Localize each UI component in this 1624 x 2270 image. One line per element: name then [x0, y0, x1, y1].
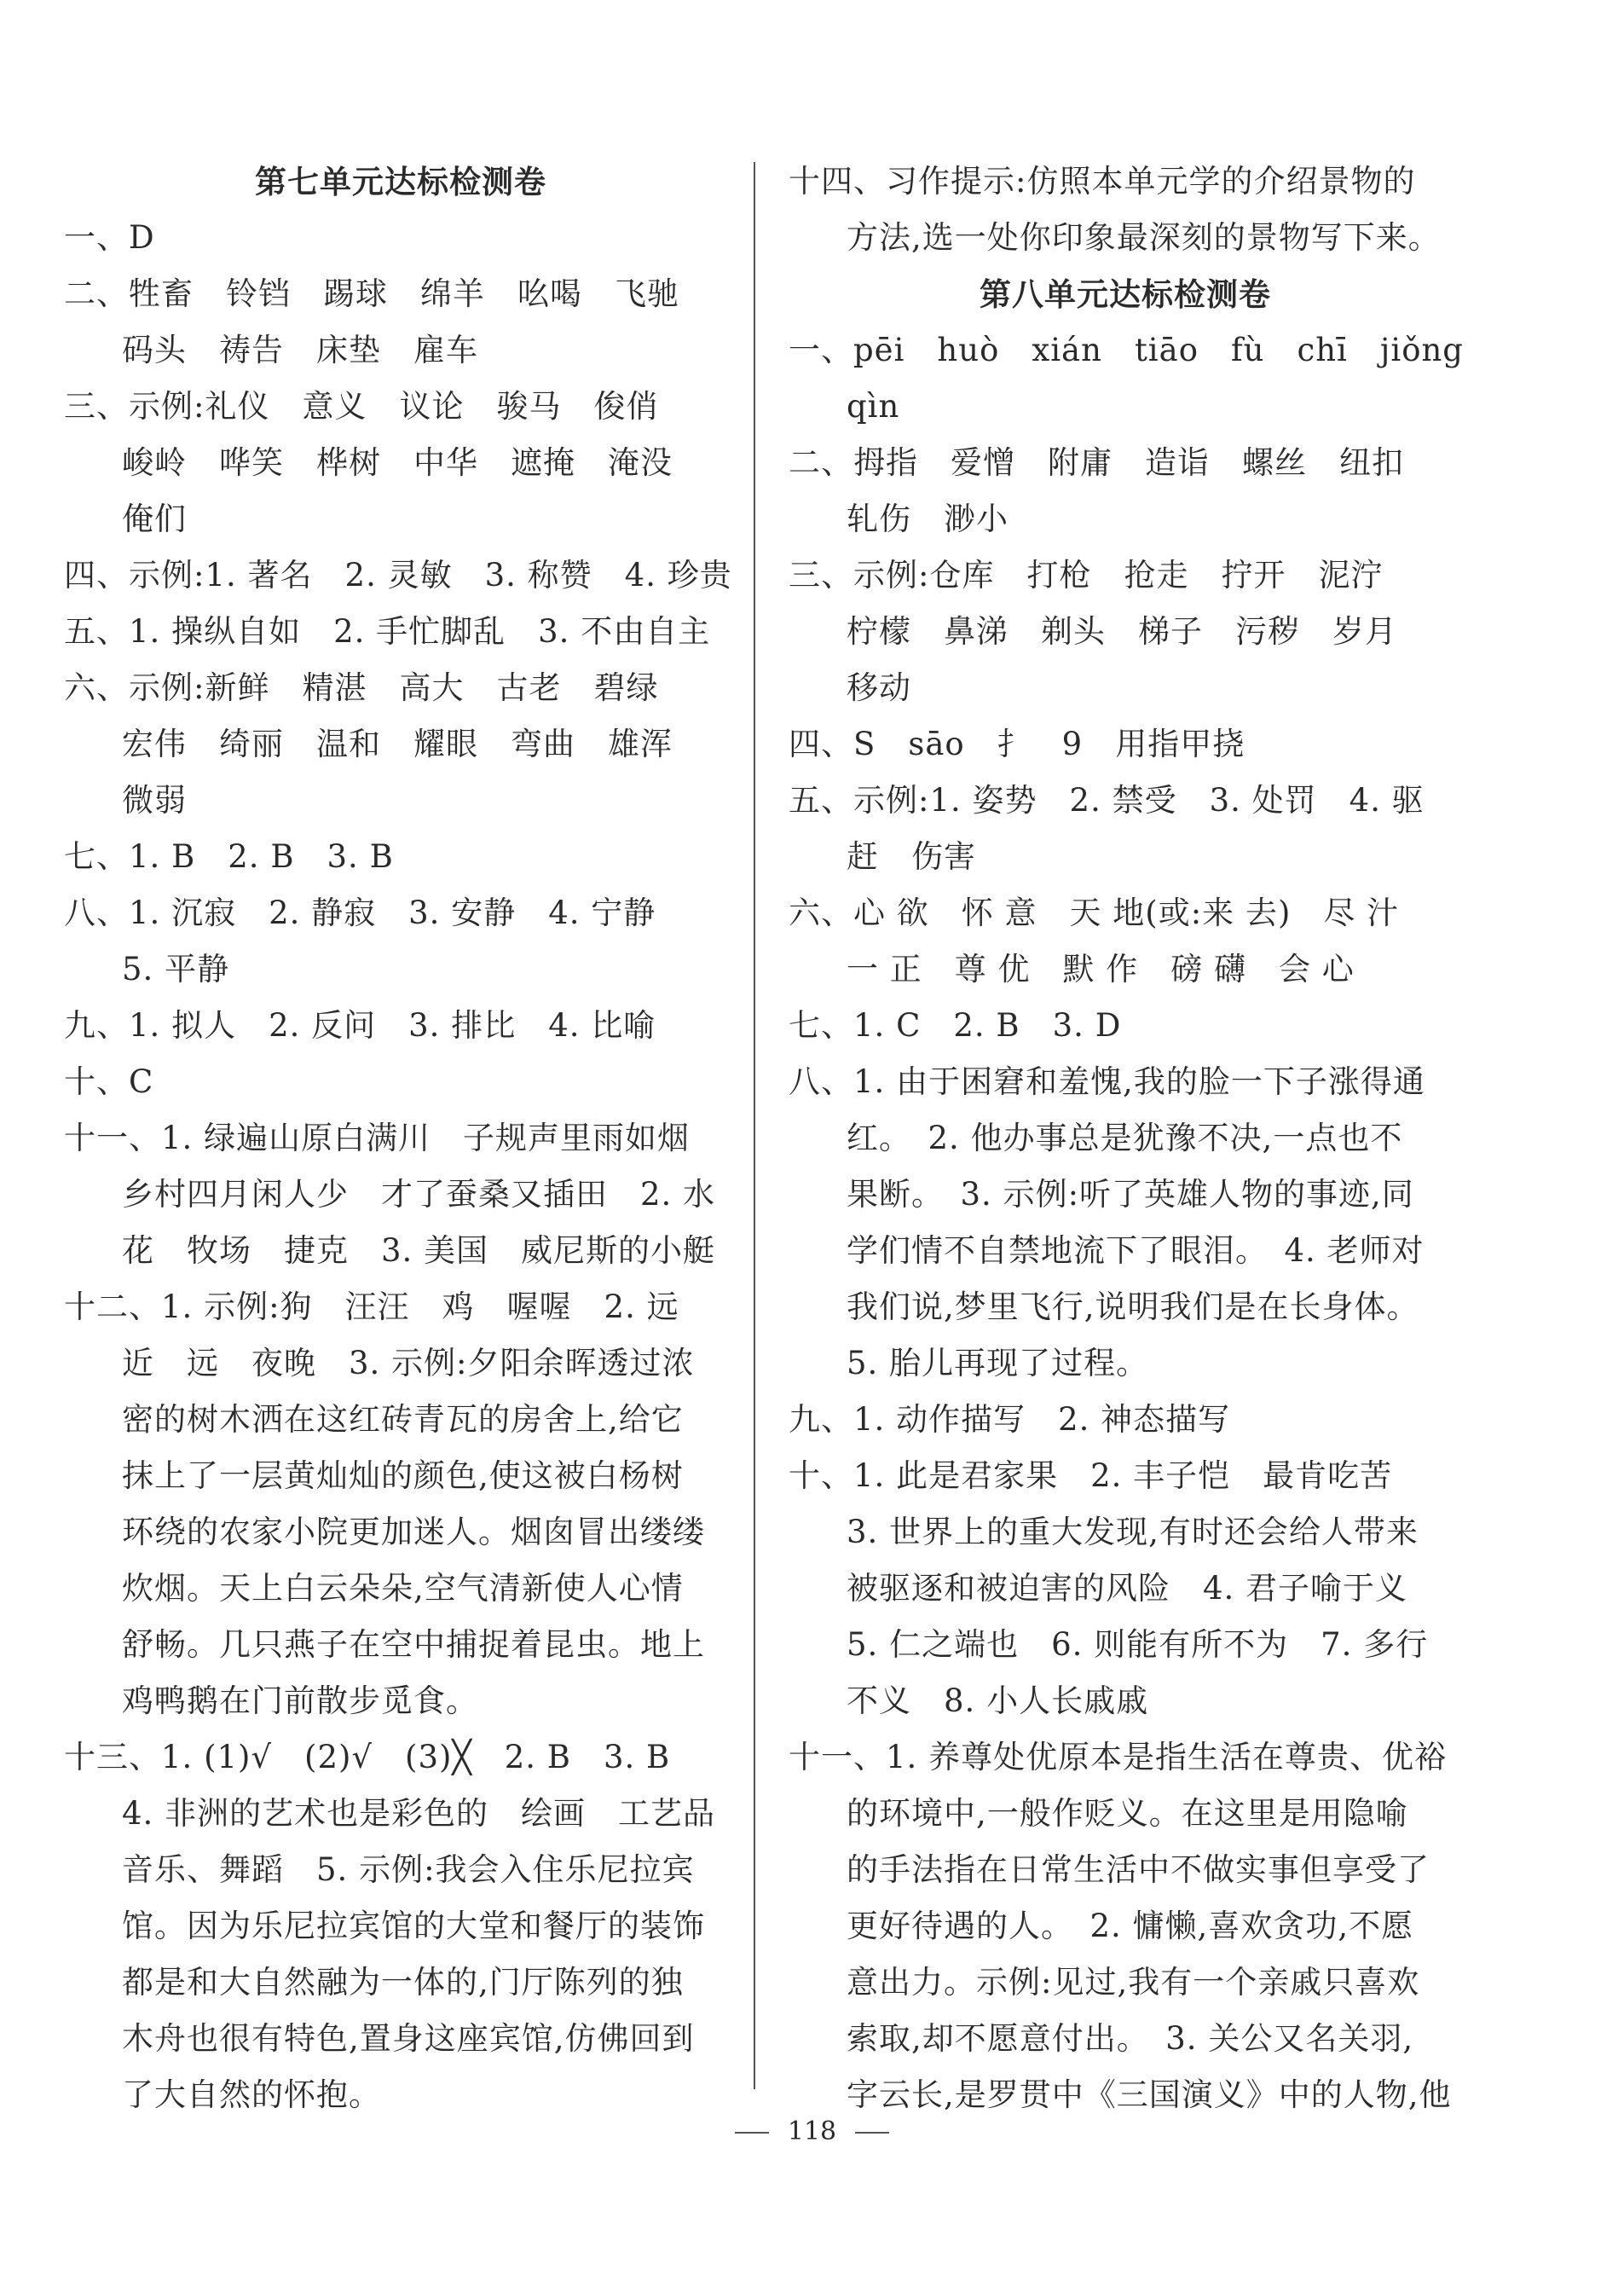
- answer-line: 5. 平静: [122, 951, 230, 987]
- footer-dash-left: [735, 2132, 769, 2134]
- answer-line: 的环境中,一般作贬义。在这里是用隐喻: [847, 1795, 1408, 1832]
- answer-line: 了大自然的怀抱。: [122, 2076, 381, 2113]
- unit7-continued-answers: [789, 153, 1462, 266]
- answer-line: 俺们: [122, 501, 187, 537]
- answer-line: 二、牲畜 铃铛 踢球 绵羊 吆喝 飞驰: [64, 275, 679, 312]
- answer-line: 舒畅。几只燕子在空中捕捉着昆虫。地上: [122, 1626, 705, 1663]
- answer-line: 轧伤 渺小: [847, 501, 1008, 537]
- answer-line: 一、D: [64, 219, 155, 256]
- answer-line: 果断。 3. 示例:听了英雄人物的事迹,同: [847, 1176, 1414, 1213]
- column-divider: [754, 162, 755, 2089]
- answer-line: 九、1. 拟人 2. 反问 3. 排比 4. 比喻: [64, 1007, 656, 1044]
- answer-line: 一、pēi huò xián tiāo fù chī jiǒng: [789, 332, 1464, 368]
- answer-line: 八、1. 沉寂 2. 静寂 3. 安静 4. 宁静: [64, 895, 656, 931]
- answer-line: 不义 8. 小人长戚戚: [847, 1682, 1149, 1719]
- answer-line: 五、1. 操纵自如 2. 手忙脚乱 3. 不由自主: [64, 613, 711, 650]
- answer-line: 宏伟 绮丽 温和 耀眼 弯曲 雄浑: [122, 726, 673, 762]
- answer-line: 环绕的农家小院更加迷人。烟囱冒出缕缕: [122, 1514, 705, 1550]
- answer-line: 木舟也很有特色,置身这座宾馆,仿佛回到: [122, 2020, 695, 2057]
- answer-line: 红。 2. 他办事总是犹豫不决,一点也不: [847, 1120, 1403, 1156]
- left-column: [64, 153, 737, 2123]
- answer-line: 学们情不自禁地流下了眼泪。 4. 老师对: [847, 1232, 1425, 1269]
- answer-line: 索取,却不愿意付出。 3. 关公又名关羽,: [847, 2020, 1414, 2057]
- answer-line: 3. 世界上的重大发现,有时还会给人带来: [847, 1514, 1419, 1550]
- answer-line: 4. 非洲的艺术也是彩色的 绘画 工艺品: [122, 1795, 716, 1832]
- right-column: [789, 153, 1462, 2123]
- answer-line: 八、1. 由于困窘和羞愧,我的脸一下子涨得通: [789, 1063, 1425, 1100]
- answer-line: 三、示例:仓库 打枪 抢走 拧开 泥泞: [789, 557, 1384, 594]
- answer-line: 被驱逐和被迫害的风险 4. 君子喻于义: [847, 1570, 1408, 1607]
- answer-line: 5. 胎儿再现了过程。: [847, 1345, 1149, 1381]
- unit8-answers: [789, 322, 1462, 2123]
- answer-line: 赶 伤害: [847, 838, 976, 875]
- answer-line: 移动: [847, 669, 911, 706]
- answer-line: 馆。因为乐尼拉宾馆的大堂和餐厅的装饰: [122, 1908, 705, 1944]
- answer-line: 一 正 尊 优 默 作 磅 礴 会 心: [847, 951, 1355, 987]
- answer-line: 方法,选一处你印象最深刻的景物写下来。: [847, 219, 1441, 256]
- answer-line: 七、1. B 2. B 3. B: [64, 838, 394, 875]
- answer-line: 字云长,是罗贯中《三国演义》中的人物,他: [847, 2076, 1452, 2113]
- answer-line: 十一、1. 养尊处优原本是指生活在尊贵、优裕: [789, 1739, 1448, 1775]
- answer-line: 峻岭 哗笑 桦树 中华 遮掩 淹没: [122, 444, 673, 481]
- answer-line: 十、1. 此是君家果 2. 丰子恺 最肯吃苦: [789, 1457, 1393, 1494]
- answer-line: 七、1. C 2. B 3. D: [789, 1007, 1122, 1044]
- answer-line: 更好待遇的人。 2. 慵懒,喜欢贪功,不愿: [847, 1908, 1414, 1944]
- answer-line: 柠檬 鼻涕 剃头 梯子 污秽 岁月: [847, 613, 1397, 650]
- answer-line: 四、示例:1. 著名 2. 灵敏 3. 称赞 4. 珍贵: [64, 557, 732, 594]
- answer-line: 十二、1. 示例:狗 汪汪 鸡 喔喔 2. 远: [64, 1288, 679, 1325]
- unit8-title: 第八单元达标检测卷: [980, 275, 1271, 313]
- footer-dash-right: [855, 2132, 889, 2134]
- answer-line: 意出力。示例:见过,我有一个亲戚只喜欢: [847, 1964, 1420, 2001]
- answer-line: 近 远 夜晚 3. 示例:夕阳余晖透过浓: [122, 1345, 695, 1381]
- page-footer: [0, 2115, 1624, 2149]
- answer-line: 音乐、舞蹈 5. 示例:我会入住乐尼拉宾: [122, 1851, 695, 1888]
- answer-line: 码头 祷告 床垫 雇车: [122, 332, 478, 368]
- answer-line: 四、S sāo 扌 9 用指甲挠: [789, 726, 1245, 762]
- answer-line: 鸡鸭鹅在门前散步觅食。: [122, 1682, 478, 1719]
- answer-line: 二、拇指 爱憎 附庸 造诣 螺丝 纽扣: [789, 444, 1404, 481]
- answer-line: 九、1. 动作描写 2. 神态描写: [789, 1401, 1231, 1438]
- answer-line: 十三、1. (1)√ (2)√ (3)╳ 2. B 3. B: [64, 1739, 671, 1775]
- answer-line: 五、示例:1. 姿势 2. 禁受 3. 处罚 4. 驱: [789, 782, 1425, 819]
- answer-line: 十、C: [64, 1063, 154, 1100]
- unit7-title: 第七单元达标检测卷: [255, 163, 546, 200]
- answer-line: 乡村四月闲人少 才了蚕桑又插田 2. 水: [122, 1176, 716, 1213]
- page-number: 118: [787, 2117, 837, 2146]
- answer-line: qìn: [847, 388, 900, 425]
- answer-line: 的手法指在日常生活中不做实事但享受了: [847, 1851, 1430, 1888]
- answer-line: 六、心 欲 怀 意 天 地(或:来 去) 尽 汁: [789, 895, 1400, 931]
- answer-line: 十四、习作提示:仿照本单元学的介绍景物的: [789, 163, 1416, 200]
- answer-line: 抹上了一层黄灿灿的颜色,使这被白杨树: [122, 1457, 684, 1494]
- answer-line: 六、示例:新鲜 精湛 高大 古老 碧绿: [64, 669, 659, 706]
- unit7-answers: [64, 210, 737, 2123]
- answer-line: 我们说,梦里飞行,说明我们是在长身体。: [847, 1288, 1419, 1325]
- answer-line: 5. 仁之端也 6. 则能有所不为 7. 多行: [847, 1626, 1429, 1663]
- answer-line: 都是和大自然融为一体的,门厅陈列的独: [122, 1964, 684, 2001]
- answer-line: 炊烟。天上白云朵朵,空气清新使人心情: [122, 1570, 684, 1607]
- answer-line: 密的树木洒在这红砖青瓦的房舍上,给它: [122, 1401, 684, 1438]
- answer-line: 三、示例:礼仪 意义 议论 骏马 俊俏: [64, 388, 659, 425]
- answer-line: 花 牧场 捷克 3. 美国 威尼斯的小艇: [122, 1232, 716, 1269]
- answer-line: 十一、1. 绿遍山原白满川 子规声里雨如烟: [64, 1120, 691, 1156]
- answer-line: 微弱: [122, 782, 187, 819]
